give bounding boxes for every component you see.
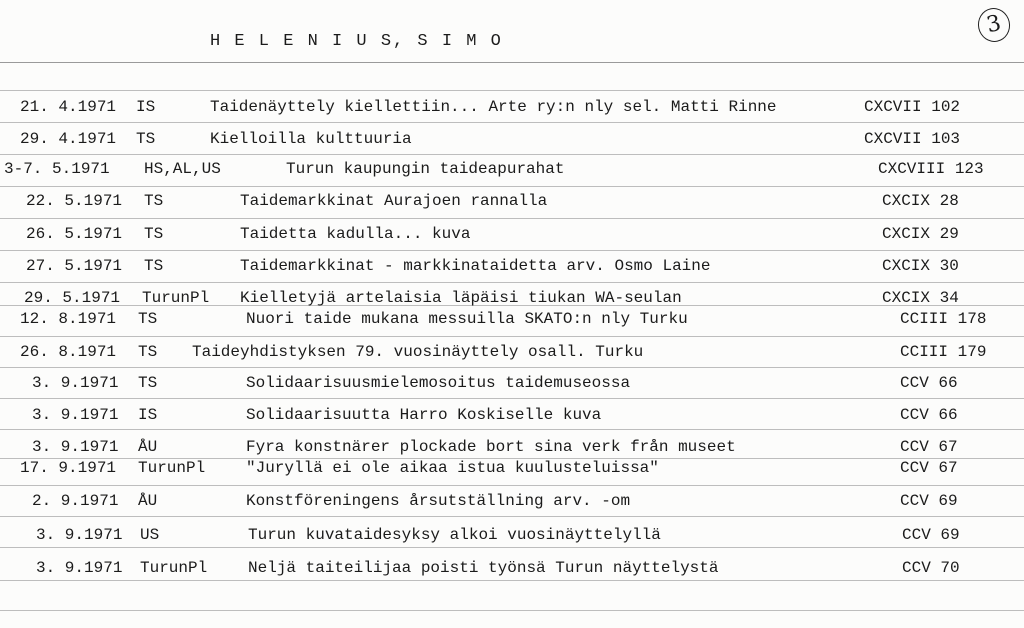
entry-date: 3. 9.1971 [32,374,119,392]
entry-source: TS [136,130,156,148]
entry-date: 27. 5.1971 [26,257,123,275]
entry-source: IS [138,406,158,424]
entry-reference: CXCVII 103 [864,130,961,148]
entry-source: TS [144,225,164,243]
list-item [0,222,1024,246]
list-item [0,157,1024,181]
card-title: H E L E N I U S, S I M O [210,32,503,51]
entry-reference: CCIII 179 [900,343,987,361]
entry-title: Neljä taiteilijaa poisti työnsä Turun näyttelystä [248,559,719,577]
entry-reference: CCV 69 [900,492,958,510]
entry-source: TS [138,310,158,328]
list-item [0,307,1024,331]
entry-date: 26. 8.1971 [20,343,117,361]
entry-reference: CCV 66 [900,374,958,392]
list-item [0,127,1024,151]
entry-date: 2. 9.1971 [32,492,119,510]
entry-reference: CCV 70 [902,559,960,577]
row-rule [0,367,1024,368]
entry-title: "Juryllä ei ole aikaa istua kuulusteluissa" [246,459,659,477]
list-item [0,556,1024,580]
entry-date: 26. 5.1971 [26,225,123,243]
entry-source: TS [138,343,158,361]
entry-date: 3. 9.1971 [36,559,123,577]
entry-source: TurunPl [140,559,208,577]
list-item [0,456,1024,480]
entry-source: IS [136,98,156,116]
row-rule [0,610,1024,611]
page-number-circle: 3 [975,5,1013,45]
list-item [0,371,1024,395]
entry-date: 29. 5.1971 [24,289,121,307]
list-item [0,403,1024,427]
entry-source: TS [144,192,164,210]
list-item [0,523,1024,547]
row-rule [0,90,1024,91]
list-item [0,489,1024,513]
entry-reference: CXCVIII 123 [878,160,984,178]
entry-source: HS,AL,US [144,160,221,178]
entry-reference: CCIII 178 [900,310,987,328]
header-rule [0,62,1024,63]
row-rule [0,122,1024,123]
list-item [0,254,1024,278]
entry-title: Taidemarkkinat - markkinataidetta arv. Osmo Laine [240,257,711,275]
entry-reference: CCV 69 [902,526,960,544]
row-rule [0,154,1024,155]
entry-date: 17. 9.1971 [20,459,117,477]
entry-source: ÅU [138,438,158,456]
row-rule [0,429,1024,430]
entry-source: ÅU [138,492,158,510]
row-rule [0,282,1024,283]
row-rule [0,485,1024,486]
entry-date: 3. 9.1971 [32,406,119,424]
entry-source: TurunPl [142,289,210,307]
row-rule [0,250,1024,251]
entry-reference: CXCIX 28 [882,192,959,210]
entry-source: TS [138,374,158,392]
entry-title: Taidetta kadulla... kuva [240,225,471,243]
entry-reference: CCV 67 [900,438,958,456]
list-item [0,189,1024,213]
entry-title: Turun kuvataidesyksy alkoi vuosinäyttelyllä [248,526,661,544]
entry-date: 21. 4.1971 [20,98,117,116]
entry-title: Turun kaupungin taideapurahat [286,160,565,178]
row-rule [0,218,1024,219]
entry-reference: CCV 67 [900,459,958,477]
entry-source: TS [144,257,164,275]
entry-title: Kielloilla kulttuuria [210,130,412,148]
row-rule [0,580,1024,581]
row-rule [0,398,1024,399]
row-rule [0,336,1024,337]
entry-title: Taidemarkkinat Aurajoen rannalla [240,192,548,210]
entry-source: US [140,526,160,544]
entry-title: Taidenäyttely kiellettiin... Arte ry:n nly sel. Matti Rinne [210,98,777,116]
entry-title: Taideyhdistyksen 79. vuosinäyttely osall. Turku [192,343,644,361]
entry-reference: CCV 66 [900,406,958,424]
entry-reference: CXCIX 29 [882,225,959,243]
entry-reference: CXCVII 102 [864,98,961,116]
entry-date: 3. 9.1971 [32,438,119,456]
row-rule [0,186,1024,187]
row-rule [0,516,1024,517]
entry-title: Konstföreningens årsutställning arv. -om [246,492,631,510]
entry-date: 3-7. 5.1971 [4,160,110,178]
entry-date: 29. 4.1971 [20,130,117,148]
entry-title: Nuori taide mukana messuilla SKATO:n nly Turku [246,310,688,328]
list-item [0,340,1024,364]
entry-title: Kielletyjä artelaisia läpäisi tiukan WA-seulan [240,289,682,307]
entry-title: Fyra konstnärer plockade bort sina verk från museet [246,438,736,456]
entry-title: Solidaarisuutta Harro Koskiselle kuva [246,406,602,424]
entry-reference: CXCIX 34 [882,289,959,307]
row-rule [0,547,1024,548]
entry-title: Solidaarisuusmielemosoitus taidemuseossa [246,374,631,392]
entry-date: 3. 9.1971 [36,526,123,544]
entry-source: TurunPl [138,459,206,477]
entry-date: 22. 5.1971 [26,192,123,210]
entry-reference: CXCIX 30 [882,257,959,275]
entry-date: 12. 8.1971 [20,310,117,328]
list-item [0,95,1024,119]
